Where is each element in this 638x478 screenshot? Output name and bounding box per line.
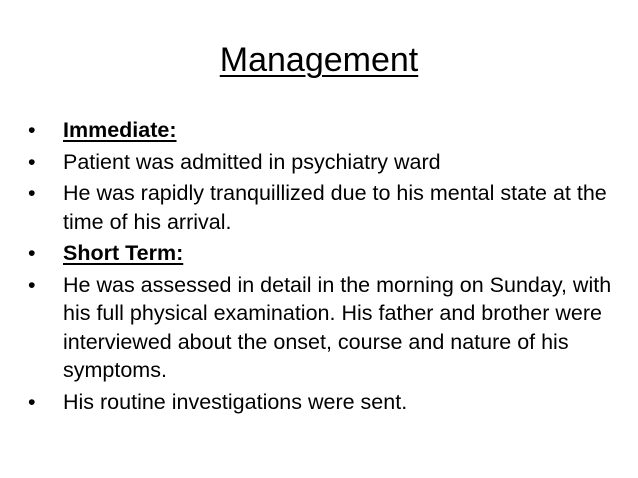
bullet-text-investigations: His routine investigations were sent.	[63, 389, 408, 414]
bullet-heading-immediate: Immediate:	[63, 118, 177, 142]
bullet-text-admitted: Patient was admitted in psychiatry ward	[63, 149, 441, 174]
bullet-text-assessed: He was assessed in detail in the morning on Sunday, with his full physical examination. His father and brother were interviewed about the onset, course and nature of his symptoms.	[63, 272, 612, 382]
bullet-text-tranquillized: He was rapidly tranquillized due to his mental state at the time of his arrival.	[63, 181, 607, 234]
slide-title-text: Management	[219, 41, 419, 79]
bullet-dot-icon: •	[28, 389, 36, 414]
bullet-item-investigations	[28, 388, 618, 417]
bullet-dot-icon: •	[28, 149, 36, 174]
bullet-dot-icon: •	[28, 272, 36, 297]
bullet-heading-short-term: Short Term:	[63, 241, 184, 265]
bullet-dot-icon: •	[28, 181, 36, 205]
slide-title	[0, 38, 638, 82]
bullet-list	[28, 116, 618, 419]
bullet-item-immediate	[28, 116, 618, 145]
bullet-item-tranquillized	[28, 179, 618, 236]
bullet-dot-icon: •	[28, 118, 36, 142]
bullet-item-short-term	[28, 239, 618, 268]
bullet-item-admitted	[28, 148, 618, 177]
bullet-item-assessed	[28, 271, 618, 385]
bullet-dot-icon: •	[28, 241, 36, 265]
